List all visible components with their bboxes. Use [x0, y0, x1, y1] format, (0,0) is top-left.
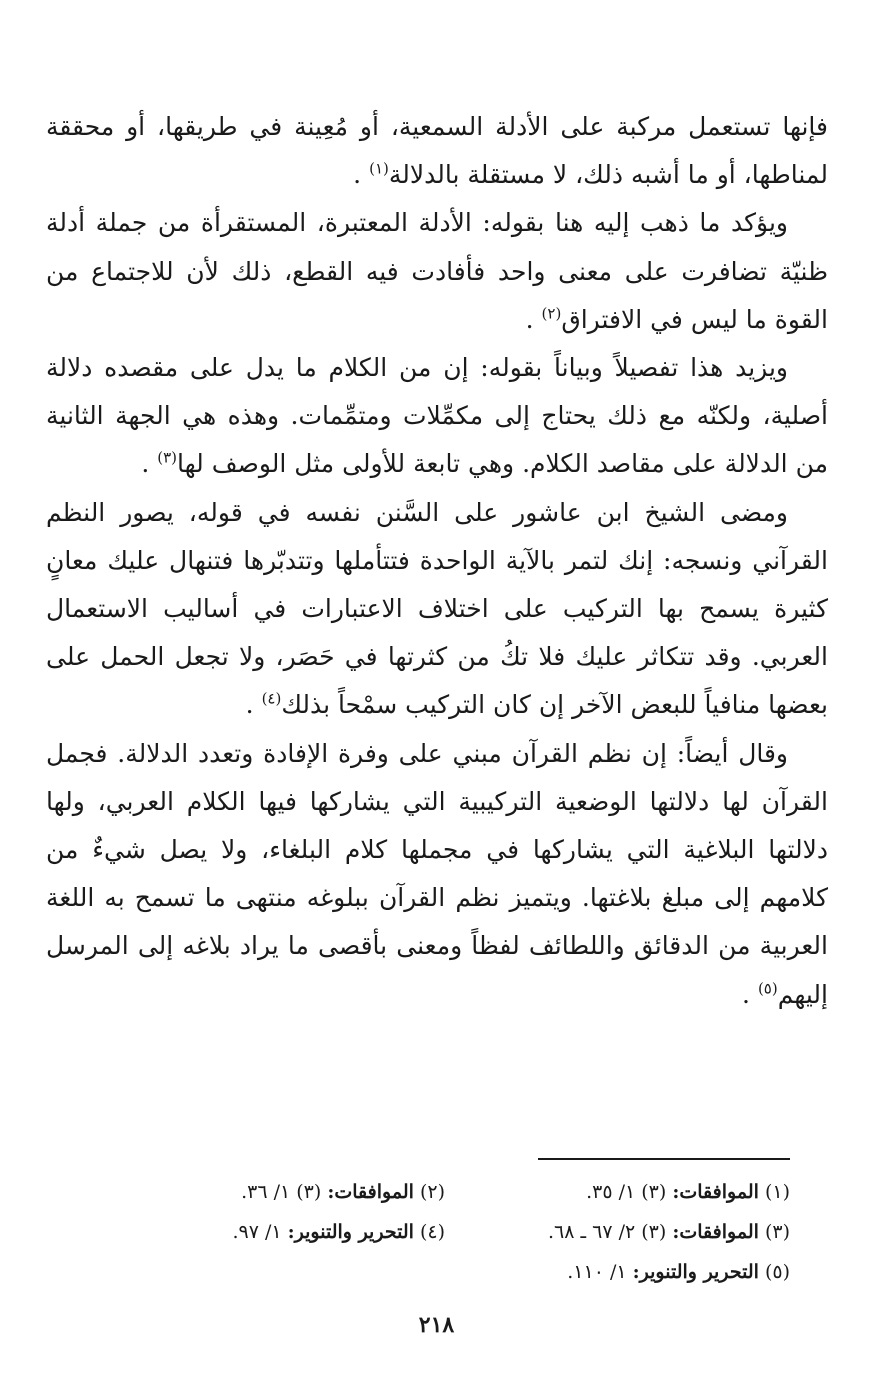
footnote-ref: ١/ ٩٧.: [232, 1221, 282, 1243]
footnote-source: الموافقات:: [672, 1221, 759, 1243]
footnote-ref: ١/ ١١٠.: [567, 1261, 627, 1283]
paragraph-5: وقال أيضاً: إن نظم القرآن مبني على وفرة الإفادة وتعدد الدلالة. فجمل القرآن لها دلالتها الوضعية التركيبية التي يشاركها فيها الكلام العربي، ولها دلالتها البلاغية التي يشاركها في مجملها كلام البلغاء، ولا يصل شيءٌ من كلامهم إلى مبلغ بلاغتها. ويتميز نظم القرآن ببلوغه منتهى ما تسمح به اللغة العربية من الدقائق واللطائف لفظاً ومعنى بأقصى ما يراد بلاغه إلى المرسل إليهم$^{(٥)}$ .: [46, 738, 828, 1009]
paragraph-3: ويزيد هذا تفصيلاً وبياناً بقوله: إن من الكلام ما يدل على مقصده دلالة أصلية، ولكنّه مع ذلك يحتاج إلى مكمِّلات ومتمِّمات. وهذه هي الجهة الثانية من الدلالة على مقاصد الكلام. وهي تابعة للأولى مثل الوصف لها$^{(٣)}$ .: [46, 353, 828, 479]
footnote-number: (٤): [419, 1221, 445, 1243]
footnote-number: (٣): [764, 1221, 790, 1243]
footnote-source: الموافقات:: [327, 1181, 414, 1203]
footnote-3: [445, 1212, 790, 1252]
footnote-source: الموافقات:: [672, 1181, 759, 1203]
footnote-number: (٥): [764, 1261, 790, 1283]
footnotes: [100, 1172, 790, 1292]
footnote-marker-5: (٥): [757, 979, 778, 998]
footnote-source: التحرير والتنوير:: [287, 1221, 414, 1243]
body-text: [46, 103, 828, 1019]
paragraph-4: ومضى الشيخ ابن عاشور على السَّنن نفسه في قوله، يصور النظم القرآني ونسجه: إنك لتمر بالآية الواحدة فتتأملها وتتدبّرها فتنهال عليك معانٍ كثيرة يسمح بها التركيب على اختلاف الاعتبارات في أساليب الاستعمال العربي. وقد تتكاثر عليك فلا تكُ من كثرتها في حَصَر، ولا تجعل الحمل على بعضها منافياً للبعض الآخر إن كان التركيب سمْحاً بذلك$^{(٤)}$ .: [46, 497, 828, 720]
footnote-number: (٢): [419, 1181, 445, 1203]
footnote-ref: (٣) ١/ ٣٥.: [586, 1181, 667, 1203]
paragraph-2: ويؤكد ما ذهب إليه هنا بقوله: الأدلة المعتبرة، المستقرأة من جملة أدلة ظنيّة تضافرت على معنى واحد فأفادت فيه القطع، ذلك لأن للاجتماع من القوة ما ليس في الافتراق$^{(٢)}$ .: [46, 208, 828, 334]
footnote-marker-4: (٤): [261, 690, 282, 709]
footnote-marker-2: (٢): [541, 304, 562, 323]
footnote-row: [100, 1172, 790, 1212]
footnote-ref: (٣) ٢/ ٦٧ ـ ٦٨.: [548, 1221, 667, 1243]
page-number: ٢١٨: [418, 1312, 455, 1338]
footnote-source: التحرير والتنوير:: [632, 1261, 759, 1283]
footnote-marker-1: (١): [369, 159, 389, 178]
paragraph-1: فإنها تستعمل مركبة على الأدلة السمعية، أو مُعِينة في طريقها، أو محققة لمناطها، أو ما أشبه ذلك، لا مستقلة بالدلالة$^{(١)}$ .: [46, 112, 828, 190]
footnote-marker-3: (٣): [157, 449, 178, 468]
footnote-divider: [538, 1158, 790, 1160]
footnote-number: (١): [764, 1181, 790, 1203]
footnote-2: [100, 1172, 445, 1212]
footnote-1: [445, 1172, 790, 1212]
footnote-5: [445, 1252, 790, 1292]
footnote-4: [100, 1212, 445, 1252]
footnote-ref: (٣) ١/ ٣٦.: [241, 1181, 322, 1203]
footnote-row: [100, 1252, 790, 1292]
footnote-row: [100, 1212, 790, 1252]
